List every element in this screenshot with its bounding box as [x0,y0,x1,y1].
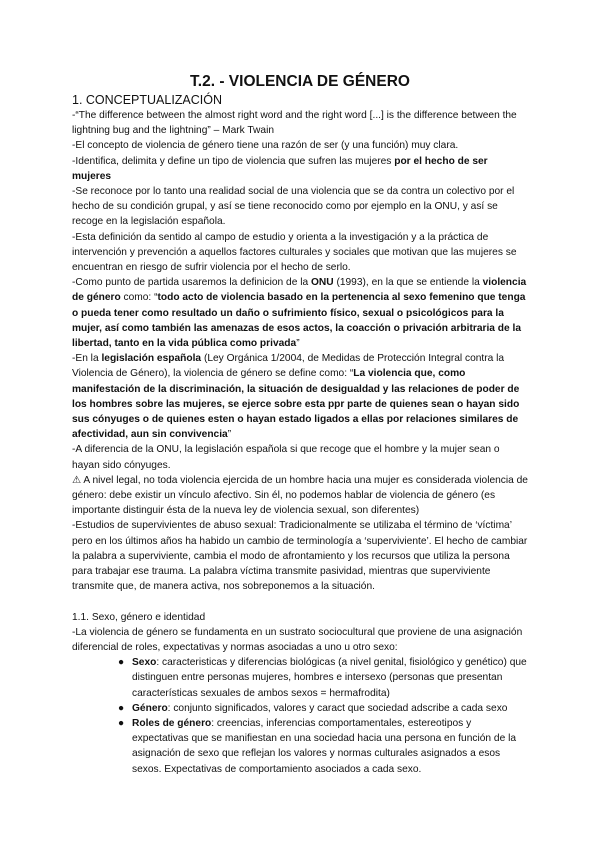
paragraph-intro: -La violencia de género se fundamenta en un sustrato sociocultural que proviene de una asignación diferencial de roles, expectativas y normas asociadas a uno u otro sexo: [72,626,523,653]
text: ” [296,338,300,350]
paragraph-recognition: -Se reconoce por lo tanto una realidad social de una violencia que se da contra un colectivo por el hecho de su condición grupal, y así se tiene reconocido como por ejemplo en la ONU, y así se recoge en la legislación española. [72,186,515,228]
paragraph-identifies [72,154,528,184]
bold-text: por el hecho de ser mujeres [72,155,488,182]
quote-paragraph: -“The difference between the almost right word and the right word [...] is the difference between the lightning bug and the lightning” – Mark Twain [72,110,517,137]
paragraph-concept: -El concepto de violencia de género tiene una razón de ser (y una función) muy clara. [72,140,459,152]
term: Sexo [132,657,157,669]
paragraph-onu-definition [72,275,528,351]
definition: : creencias, inferencias comportamentales, estereotipos y expectativas que se manifiestan en una sociedad hacia una persona en función de la asignación de sexo que reflejan los valores y normas culturales asignados a esos sexos. Expectativas de comportamiento asociados a cada sexo. [132,717,516,775]
list-item [118,655,528,701]
definition: : conjunto significados, valores y caract que sociedad adscribe a cada sexo [167,702,508,714]
section-heading-conceptualizacion: 1. CONCEPTUALIZACIÓN [72,93,223,107]
bullet-icon: ● [118,657,125,669]
paragraph-spanish-law [72,351,528,442]
list-item [118,701,528,716]
text: (Ley Orgánica 1/2004, de Medidas de Protección Integral contra la Violencia de Género), la violencia de género se define como: “ [72,353,505,380]
list-item [118,716,528,777]
warning-icon: ⚠ [72,474,82,486]
bold-quote: todo acto de violencia basado en la pertenencia al sexo femenino que tenga o pueda tener como resultado un daño o sufrimiento físico, sexual o psicológicos para la mujer, así como también las amenazas de esos actos, la coacción o privación arbitraria de la libertad, tanto en la vida pública como privada [72,292,526,350]
paragraph-survivors: -Estudios de supervivientes de abuso sexual: Tradicionalmente se utilizaba el término de ‘víctima’ pero en los últimos años ha habido un cambio de terminología a ‘superviviente’. El hecho de cambiar la palabra a superviviente, cambia el modo de afrontamiento y los recursos que utiliza la persona para trabajar ese trauma. La palabra víctima transmite pasividad, mientras que superviviente transmite que, de manera activa, nos sobreponemos a la situación. [72,520,528,593]
paragraph-difference-onu: -A diferencia de la ONU, la legislación española si que recoge que el hombre y la mujer sean o hayan sido cónyuges. [72,444,500,471]
bold-text: legislación española [101,353,202,365]
bold-text: ONU [310,277,334,289]
bold-text: violencia de género [72,277,527,304]
document-title: T.2. - VIOLENCIA DE GÉNERO [190,73,410,90]
text: -Como punto de partida usaremos la definicion de la [72,277,311,289]
bullet-icon: ● [118,717,125,729]
text: -En la [72,353,102,365]
bullet-icon: ● [118,702,125,714]
definitions-list [72,655,528,777]
text: (1993), en la que se entiende la [333,277,483,289]
spacer [72,595,528,607]
paragraph-legal-warning [72,473,528,519]
text: -Identifica, delimita y define un tipo de violencia que sufren las mujeres [72,155,395,167]
text: A nivel legal, no toda violencia ejercida de un hombre hacia una mujer es considerada violencia de género: debe existir un vínculo afectivo. Sin él, no podemos hablar de violencia de género (es importante distinguir ésta de la nueva ley de violencia sexual, son diferentes) [72,474,528,517]
term: Género [132,702,168,714]
text: como: “ [120,292,158,304]
text: ” [227,429,232,441]
paragraph-definition-sense: -Esta definición da sentido al campo de estudio y orienta a la investigación y a la práctica de intervención y prevención a aquellos factores culturales y sociales que motivan que las mujeres se encuentran en riesgo de sufrir violencia por el hecho de serlo. [72,231,517,274]
section-heading-sexo-genero: 1.1. Sexo, género e identidad [72,611,206,623]
bold-quote: La violencia que, como manifestación de la discriminación, la situación de desigualdad y las relaciones de poder de los hombres sobre las mujeres, se ejerce sobre esta ppr parte de quienes sean o hayan sido sus cónyuges o de quienes esten o hayan estado ligados a ellas por relaciones similares de afectividad, aun sin convivencia [72,368,520,441]
definition: : caracteristicas y diferencias biológicas (a nivel genital, fisiológico y genético) que distinguen entre personas mujeres, hombres e intersexo (personas que presentan características sexuales de ambos sexos = hermafrodita) [132,657,527,699]
term: Roles de género [132,717,212,729]
